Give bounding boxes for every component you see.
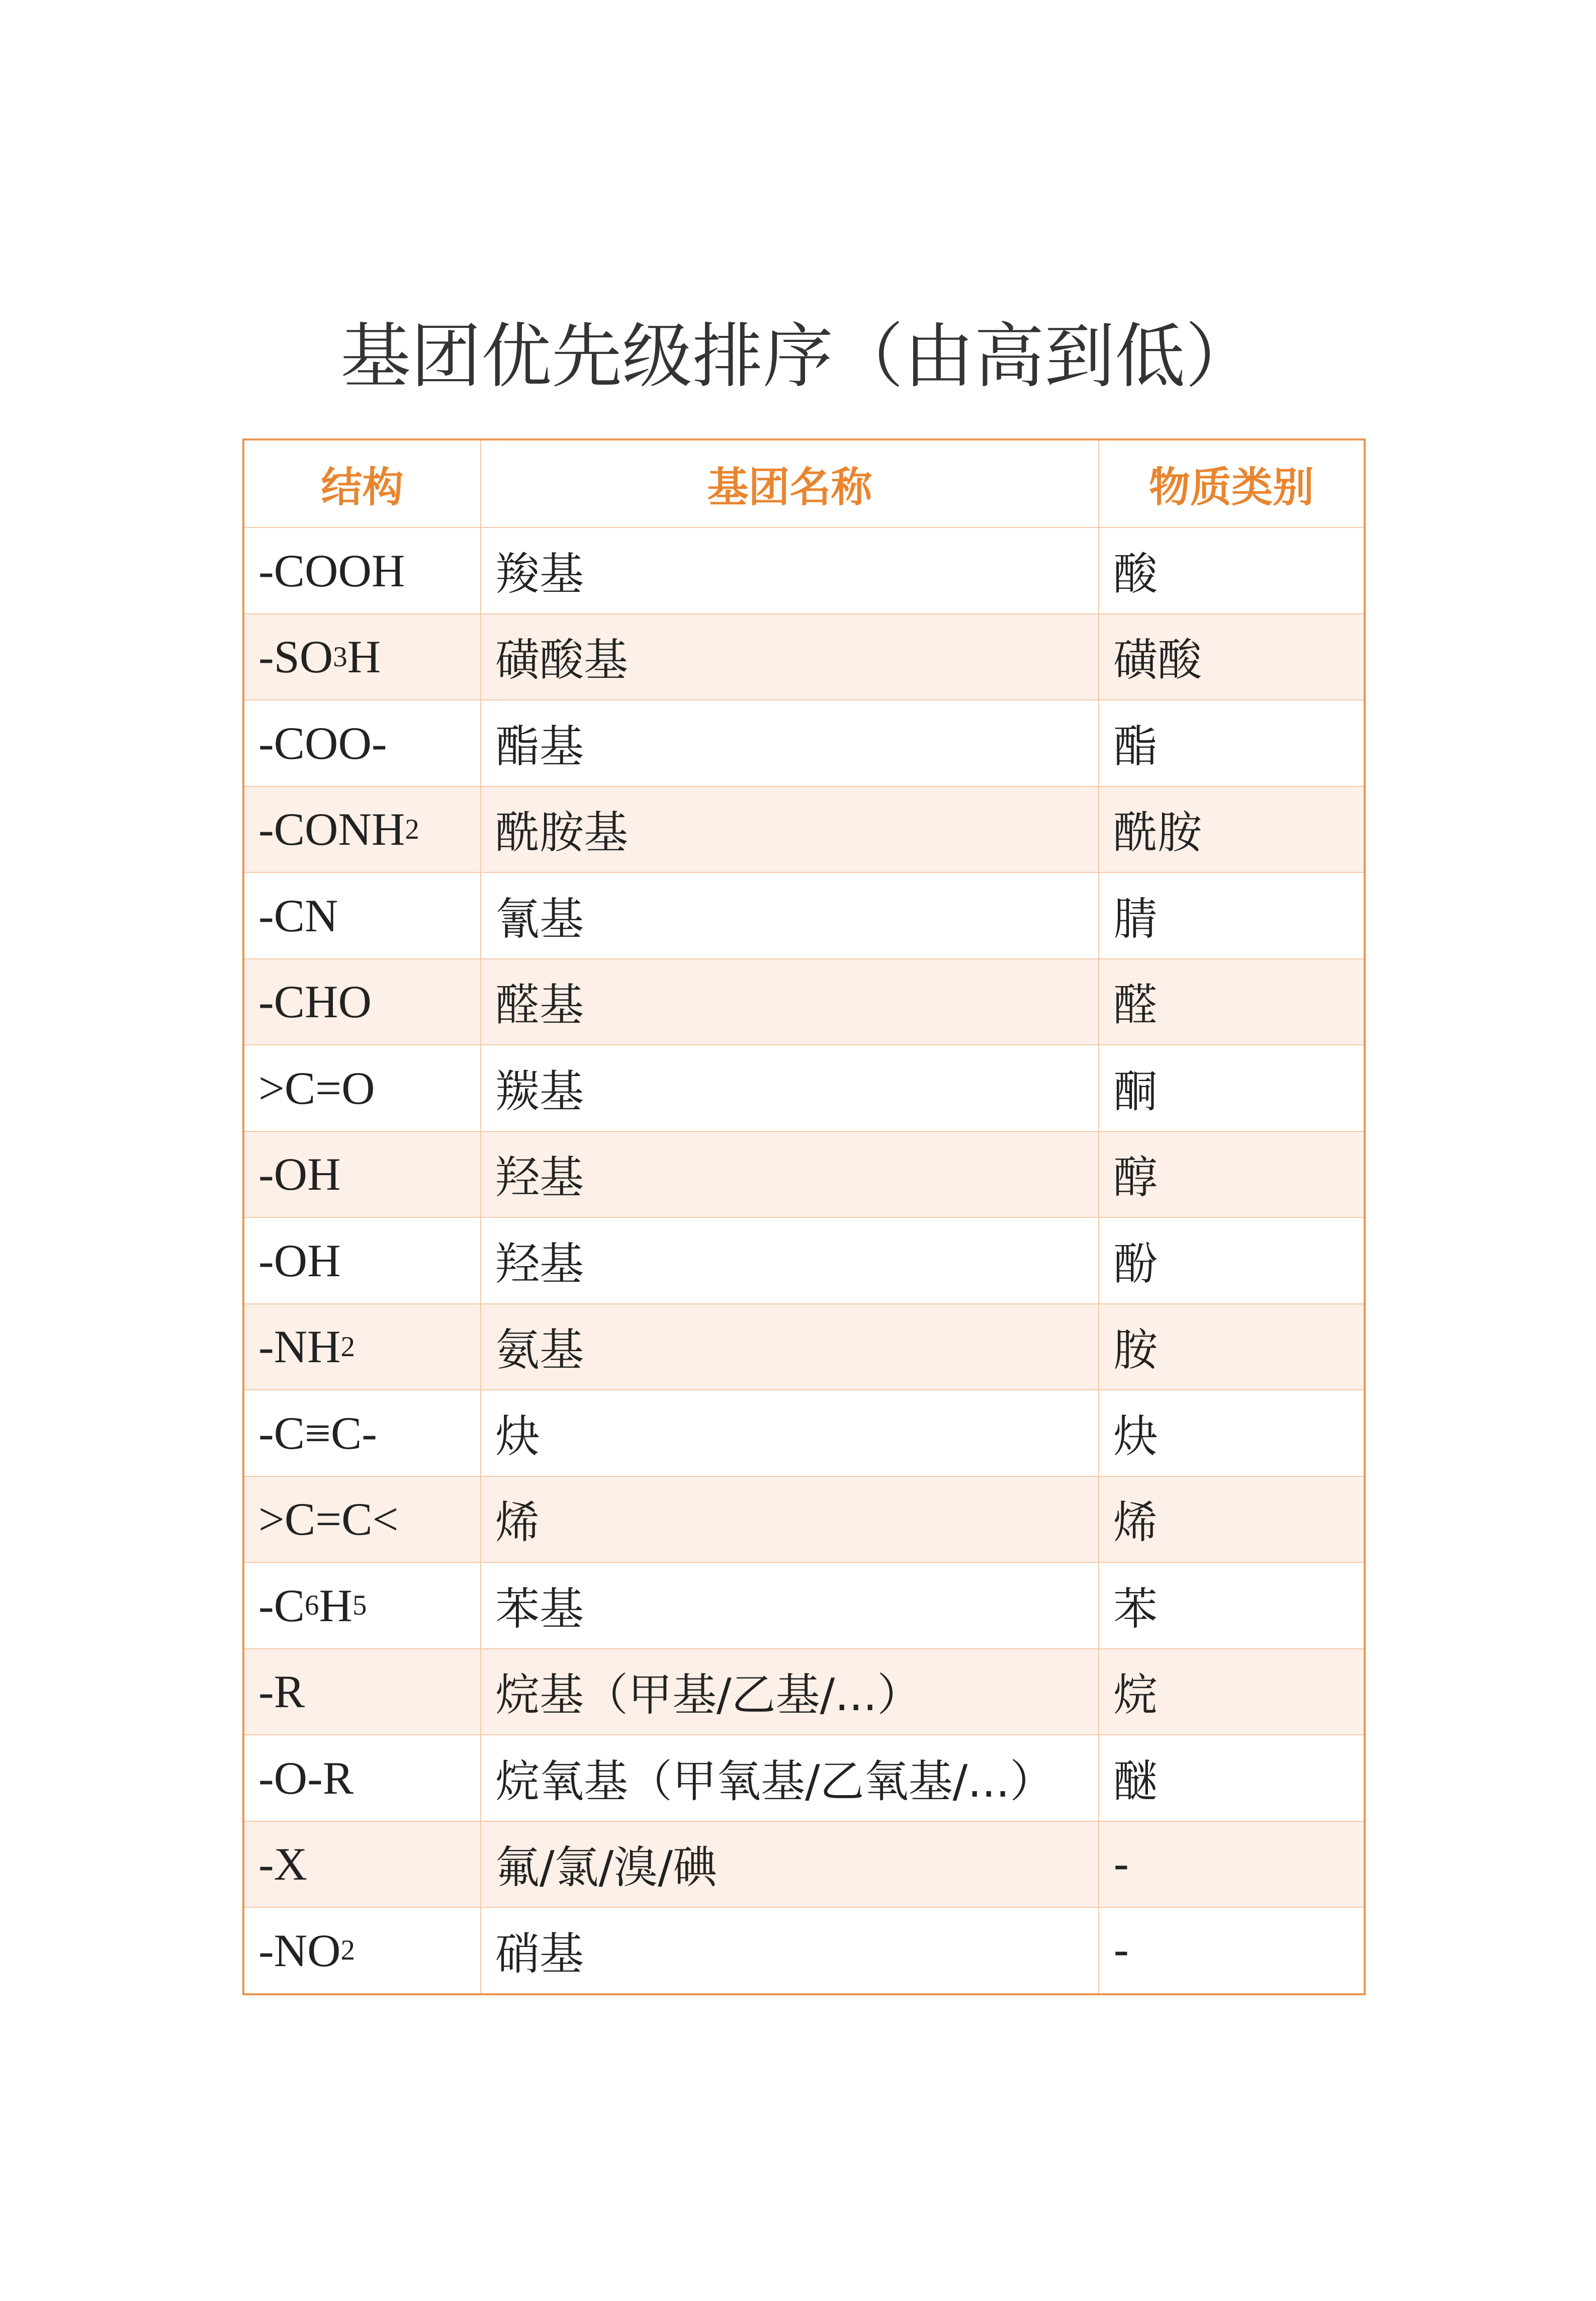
group-name-cell: 硝基: [481, 1908, 1099, 1993]
category-cell: 酸: [1113, 548, 1158, 600]
structure-cell: -C 6 H 5: [244, 1563, 481, 1648]
structure-cell: -X: [244, 1822, 481, 1907]
table-row: [244, 1734, 1364, 1821]
category-cell: 醛: [1113, 979, 1158, 1031]
category-cell: 酯: [1113, 720, 1158, 772]
table-row: [244, 786, 1364, 872]
category-cell: 酮: [1113, 1065, 1158, 1117]
table-row: [244, 699, 1364, 786]
structure-cell: -NH 2: [244, 1304, 481, 1390]
table-row: [244, 1044, 1364, 1131]
table-row: [244, 872, 1364, 958]
group-name-cell: 羰基: [481, 1045, 1099, 1131]
category-cell: 苯: [1113, 1582, 1158, 1635]
table-row: [244, 527, 1364, 613]
table-row: [244, 1821, 1364, 1907]
group-name-cell: 酯基: [481, 700, 1099, 786]
structure-cell: -SO 3 H: [244, 614, 481, 700]
structure-cell: -COOH: [244, 528, 481, 613]
page-title: 基团优先级排序（由高到低）: [340, 316, 1256, 398]
group-name-cell: 炔: [481, 1390, 1099, 1476]
table-header-row: [244, 440, 1364, 527]
category-cell: 磺酸: [1113, 634, 1202, 686]
structure-cell: -CN: [244, 873, 481, 958]
table-row: [244, 958, 1364, 1045]
structure-cell: -OH: [244, 1132, 481, 1217]
category-cell: 酰胺: [1113, 807, 1202, 859]
table-row: [244, 613, 1364, 700]
group-name-cell: 羟基: [481, 1218, 1099, 1303]
header-structure: 结构: [244, 440, 481, 527]
category-cell: 腈: [1113, 893, 1158, 945]
group-name-cell: 磺酸基: [481, 614, 1099, 700]
group-name-cell: 氰基: [481, 873, 1099, 958]
structure-cell: >C=C<: [244, 1477, 481, 1562]
group-name-cell: 烷基（甲基/乙基/...）: [481, 1649, 1099, 1735]
category-cell: 烯: [1113, 1496, 1158, 1549]
group-name-cell: 羟基: [481, 1132, 1099, 1217]
group-name-cell: 羧基: [481, 528, 1099, 613]
category-cell: -: [1113, 1838, 1129, 1890]
category-cell: 醚: [1113, 1755, 1158, 1807]
table-row: [244, 1907, 1364, 1993]
structure-cell: -OH: [244, 1218, 481, 1303]
priority-table: [242, 438, 1366, 1995]
table-row: [244, 1562, 1364, 1648]
structure-cell: -C≡C-: [244, 1390, 481, 1476]
structure-cell: -COO-: [244, 700, 481, 786]
header-group-name: 基团名称: [481, 440, 1099, 527]
table-row: [244, 1476, 1364, 1562]
category-cell: 酚: [1113, 1237, 1158, 1290]
category-cell: 烷: [1113, 1669, 1158, 1721]
structure-cell: -CONH 2: [244, 787, 481, 872]
table-body: [244, 527, 1364, 1993]
category-cell: 醇: [1113, 1152, 1158, 1204]
group-name-cell: 酰胺基: [481, 787, 1099, 872]
table-row: [244, 1303, 1364, 1390]
structure-cell: -NO 2: [244, 1908, 481, 1993]
table-row: [244, 1217, 1364, 1303]
group-name-cell: 醛基: [481, 959, 1099, 1045]
header-category: 物质类别: [1148, 463, 1314, 511]
group-name-cell: 烯: [481, 1477, 1099, 1562]
structure-cell: -R: [244, 1649, 481, 1735]
group-name-cell: 氟/氯/溴/碘: [481, 1822, 1099, 1907]
structure-cell: -O-R: [244, 1735, 481, 1821]
group-name-cell: 氨基: [481, 1304, 1099, 1390]
group-name-cell: 烷氧基（甲氧基/乙氧基/...）: [481, 1735, 1099, 1821]
structure-cell: >C=O: [244, 1045, 481, 1131]
table-row: [244, 1131, 1364, 1217]
table-row: [244, 1389, 1364, 1476]
category-cell: -: [1113, 1924, 1129, 1977]
category-cell: 胺: [1113, 1324, 1158, 1376]
table-row: [244, 1648, 1364, 1735]
structure-cell: -CHO: [244, 959, 481, 1045]
category-cell: 炔: [1113, 1410, 1158, 1462]
group-name-cell: 苯基: [481, 1563, 1099, 1648]
